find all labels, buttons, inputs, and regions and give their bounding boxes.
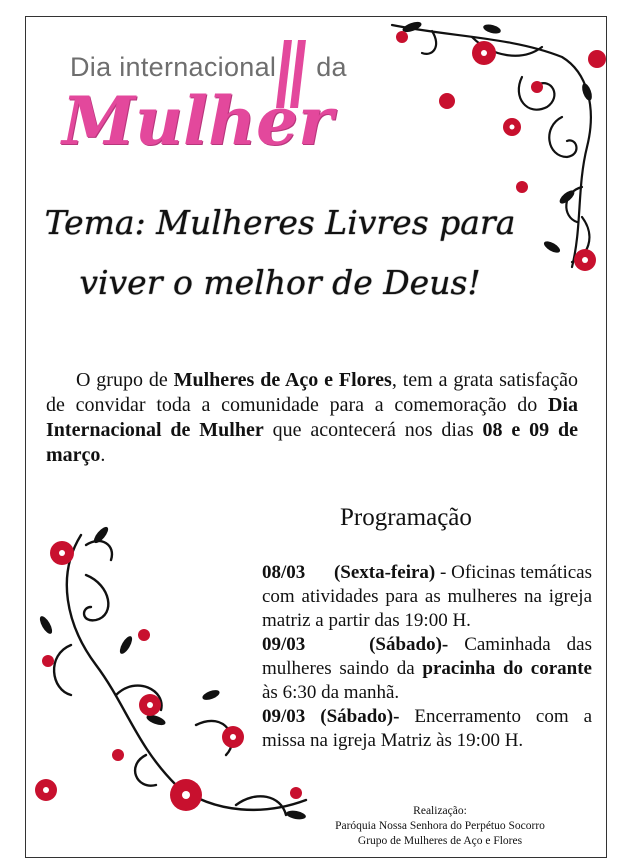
- program-item-text: Caminhada das mulheres saindo da: [262, 634, 592, 679]
- program-item-1: [262, 561, 592, 633]
- intro-dates: 08 e 09 de março: [46, 419, 578, 466]
- program-item-day: (Sexta-feira): [333, 562, 436, 583]
- logo-text-mulher: Mulher: [62, 82, 333, 160]
- footer-label: Realização:: [413, 805, 467, 817]
- program-item-date: 08/03: [262, 562, 306, 583]
- intro-text-4: .: [100, 444, 106, 466]
- intro-text-2: , tem a grata satisfação de convidar toda a comunidade para a comemoração do: [46, 369, 579, 416]
- program-item-3: [262, 705, 592, 753]
- program-title: Programação: [340, 504, 472, 531]
- intro-text-3: que acontecerá nos dias: [263, 419, 483, 441]
- logo-text-da: da: [316, 52, 347, 82]
- program-item-date: 09/03: [262, 706, 306, 727]
- invitation-paragraph: [46, 368, 578, 468]
- theme-line-1: Tema: Mulheres Livres para: [44, 203, 516, 242]
- theme-line-2: viver o melhor de Deus!: [79, 263, 481, 302]
- program-item-text: - Oficinas temáticas com atividades para as mulheres na igreja matriz a partir das 19:00 H.: [262, 562, 593, 631]
- program-item-date: 09/03: [262, 634, 306, 655]
- program-item-day: (Sábado)-: [320, 706, 400, 727]
- program-list: [262, 561, 592, 753]
- program-item-text: Encerramento com a missa na igreja Matriz às 19:00 H.: [262, 706, 593, 751]
- footer-parish: Paróquia Nossa Senhora do Perpétuo Socorro: [335, 820, 545, 832]
- footer-group: Grupo de Mulheres de Aço e Flores: [357, 835, 523, 847]
- intro-text-1: O grupo de: [76, 369, 174, 391]
- program-item-2: [262, 633, 592, 705]
- logo-text-dia-internacional: Dia internacional: [70, 52, 277, 82]
- program-item-text-end: às 6:30 da manhã.: [262, 682, 400, 703]
- organizers-footer: [300, 804, 580, 849]
- event-logo: [62, 40, 382, 165]
- theme-heading: [40, 193, 520, 313]
- program-item-day: (Sábado)-: [369, 634, 449, 655]
- program-item-place: pracinha do corante: [422, 658, 592, 679]
- intro-group-name: Mulheres de Aço e Flores: [173, 369, 392, 391]
- logo-title-line: [70, 52, 347, 83]
- intro-event-name: Dia Internacional de Mulher: [46, 394, 578, 441]
